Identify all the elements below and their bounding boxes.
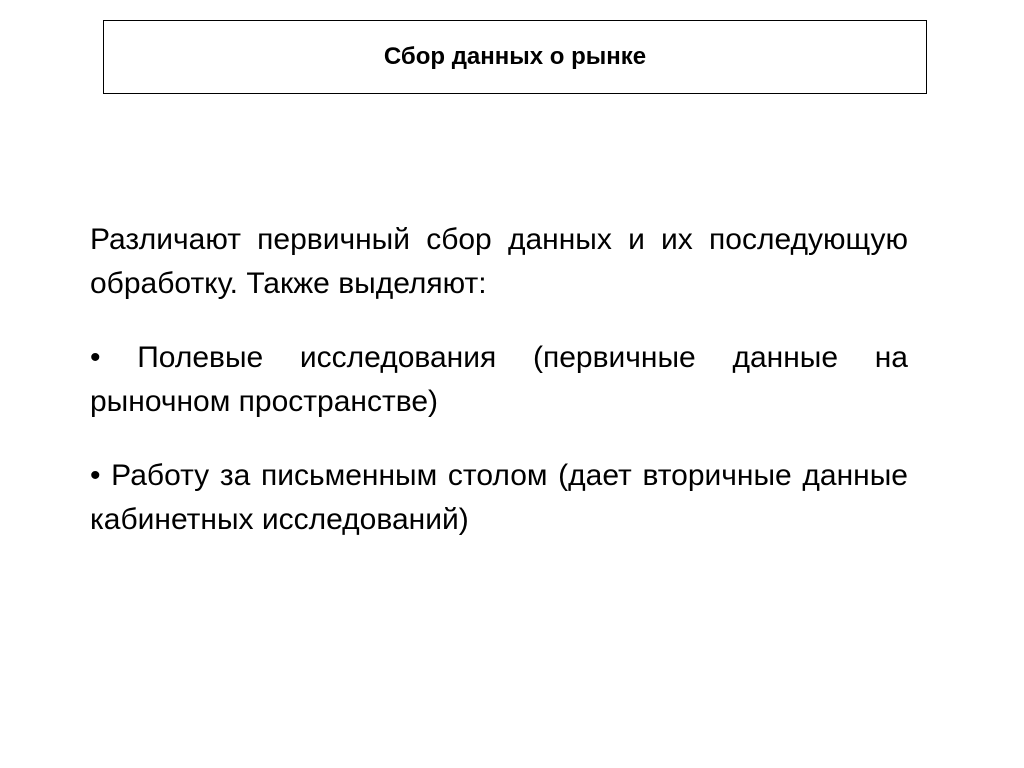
slide-body xyxy=(90,218,908,572)
title-box xyxy=(103,20,927,94)
bullet-field-research: • Полевые исследования (первичные данные на рыночном пространстве) xyxy=(90,341,908,418)
bullet-desk-research: • Работу за письменным столом (дает вторичные данные кабинетных исследований) xyxy=(90,459,908,536)
intro-paragraph: Различают первичный сбор данных и их последующую обработку. Также выделяют: xyxy=(90,223,908,300)
slide-title: Сбор данных о рынке xyxy=(383,43,647,70)
